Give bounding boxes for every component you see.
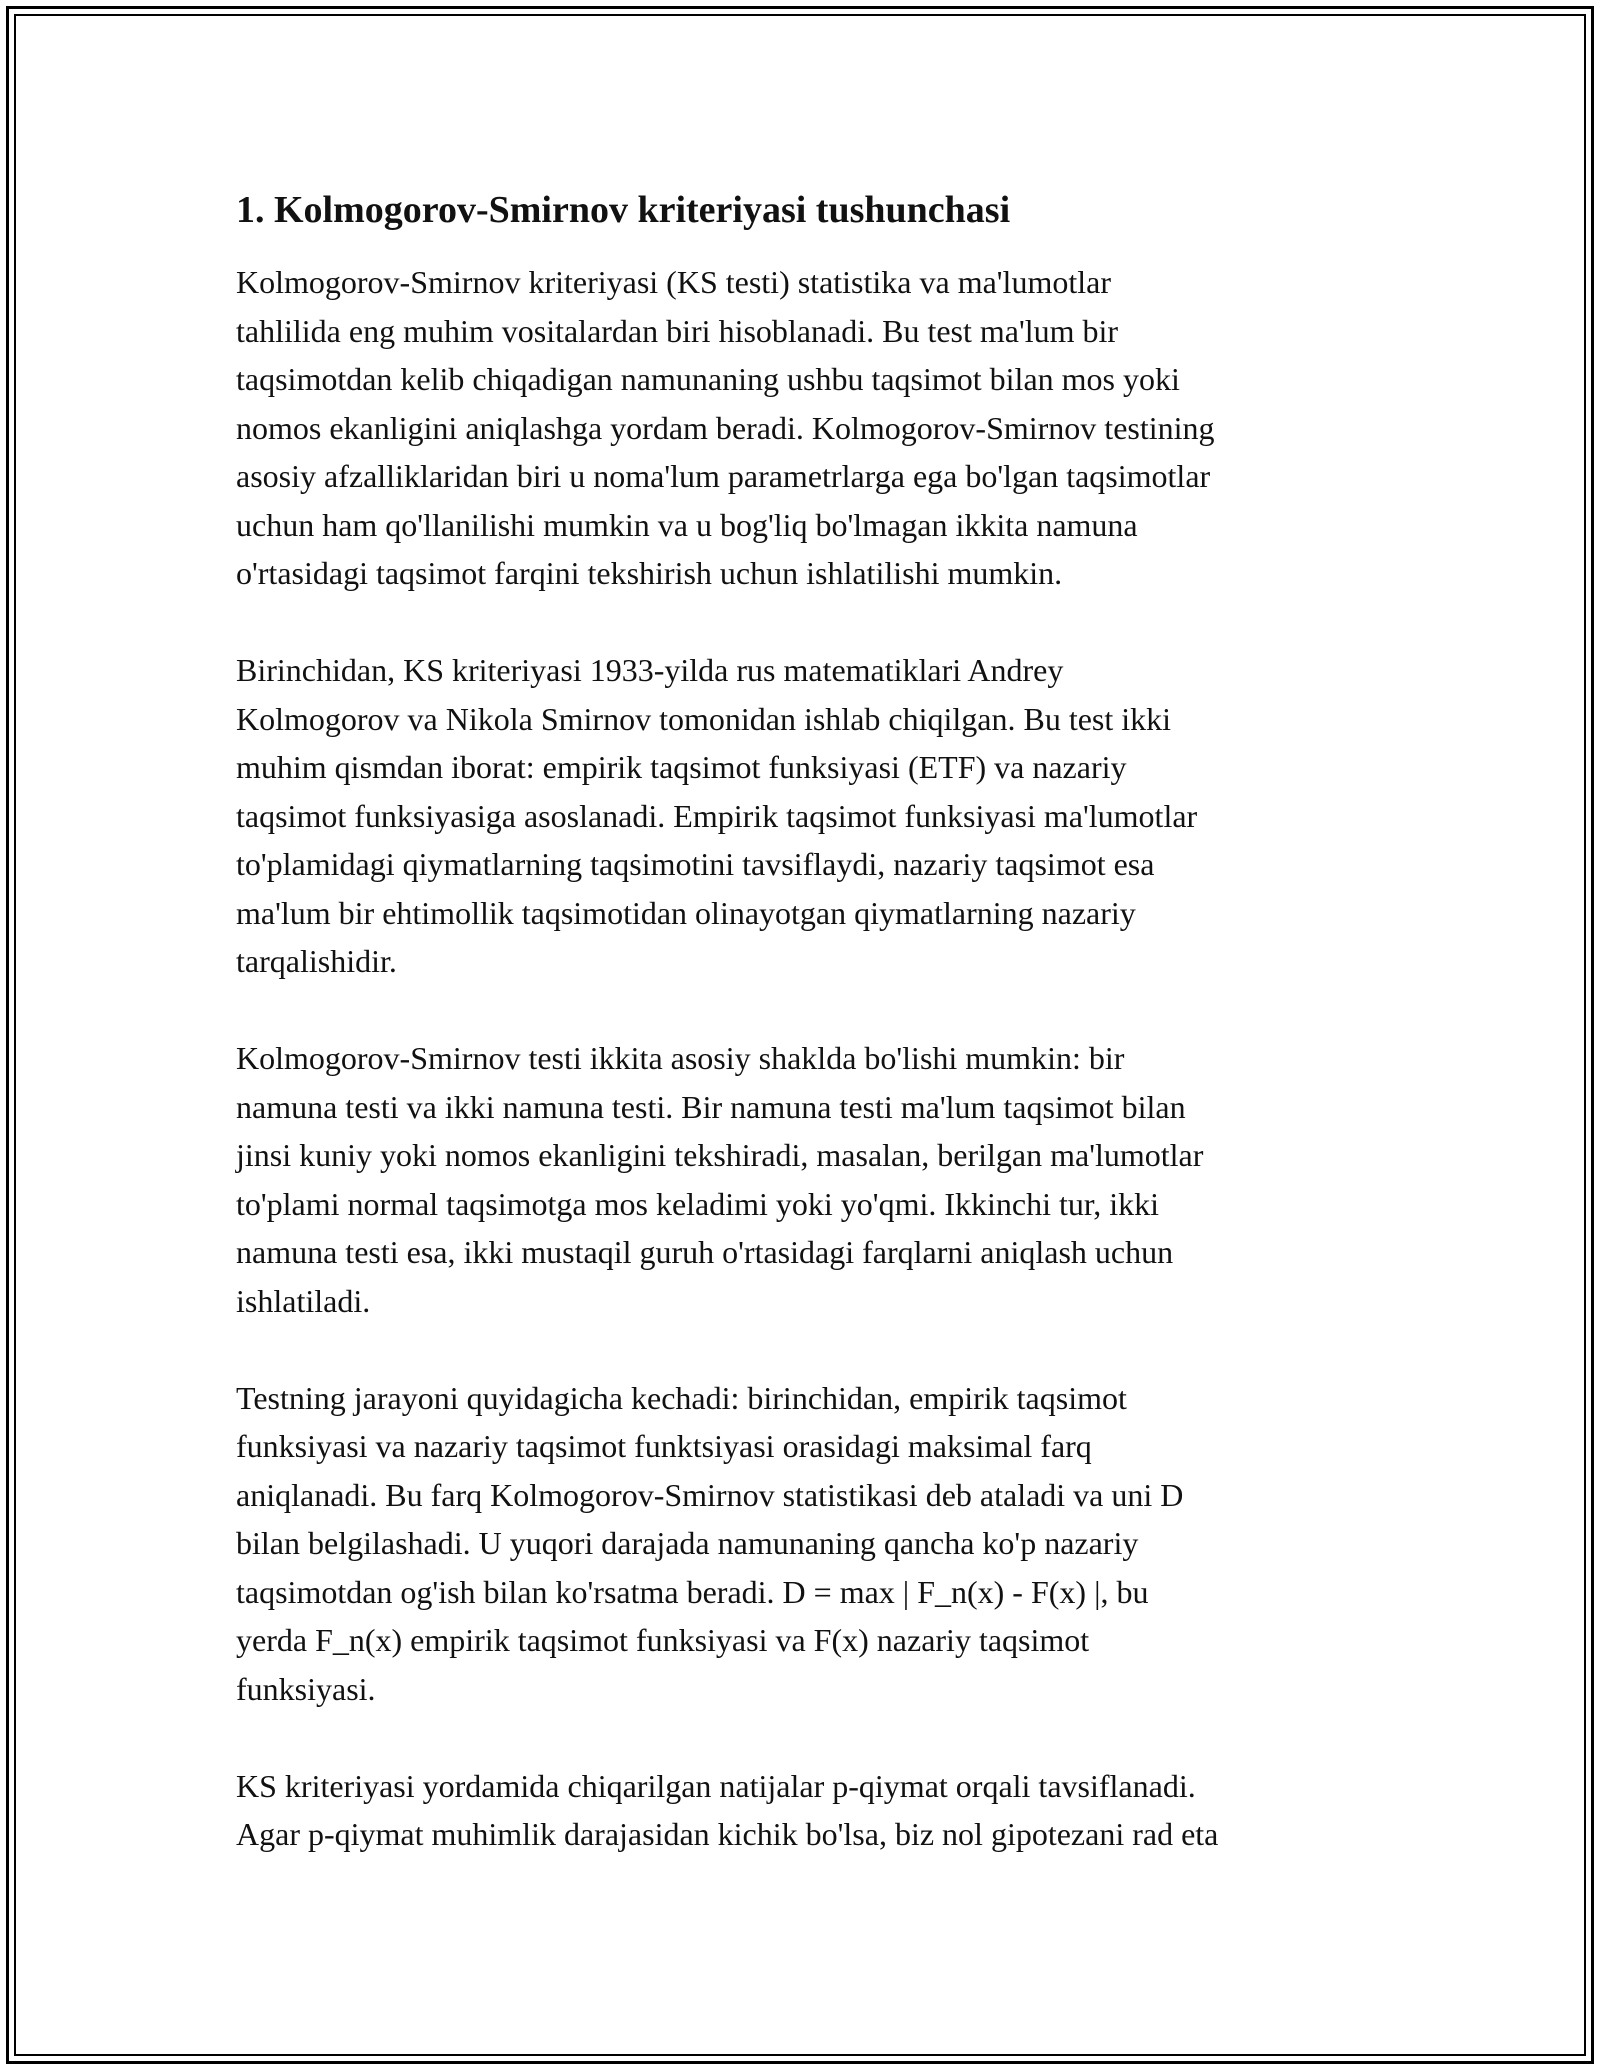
paragraph-4: [236, 1374, 1376, 1714]
text-line: Kolmogorov-Smirnov kriteriyasi (KS testi) statistika va ma'lumotlar: [236, 264, 1111, 300]
text-line: Kolmogorov va Nikola Smirnov tomonidan ishlab chiqilgan. Bu test ikki: [236, 700, 1172, 737]
text-line: taqsimotdan og'ish bilan ko'rsatma beradi. D = max | F_n(x) - F(x) |, bu: [236, 1573, 1149, 1610]
text-line: taqsimotdan kelib chiqadigan namunaning ushbu taqsimot bilan mos yoki: [236, 361, 1180, 397]
text-line: Agar p-qiymat muhimlik darajasidan kichik bo'lsa, biz nol gipotezani rad eta: [236, 1816, 1219, 1852]
text-line: ishlatiladi.: [236, 1282, 371, 1319]
text-line: to'plamidagi qiymatlarning taqsimotini tavsiflaydi, nazariy taqsimot esa: [236, 846, 1155, 882]
text-line: jinsi kuniy yoki nomos ekanligini tekshiradi, masalan, berilgan ma'lumotlar: [236, 1137, 1204, 1173]
text-line: asosiy afzalliklaridan biri u noma'lum parametrlarga ega bo'lgan taqsimotlar: [236, 458, 1211, 494]
paragraph-3: [236, 1034, 1376, 1325]
text-line: Testning jarayoni quyidagicha kechadi: birinchidan, empirik taqsimot: [236, 1379, 1127, 1416]
text-line: to'plami normal taqsimotga mos keladimi yoki yo'qmi. Ikkinchi tur, ikki: [236, 1185, 1160, 1222]
text-line: bilan belgilashadi. U yuqori darajada namunaning qancha ko'p nazariy: [236, 1525, 1139, 1561]
paragraph-5: [236, 1762, 1376, 1859]
text-line: namuna testi esa, ikki mustaqil guruh o'rtasidagi farqlarni aniqlash uchun: [236, 1234, 1174, 1270]
text-line: uchun ham qo'llanilishi mumkin va u bog'liq bo'lmagan ikkita namuna: [236, 506, 1138, 543]
text-line: Birinchidan, KS kriteriyasi 1933-yilda rus matematiklari Andrey: [236, 652, 1064, 688]
text-line: nomos ekanligini aniqlashga yordam beradi. Kolmogorov-Smirnov testining: [236, 409, 1215, 446]
text-line: KS kriteriyasi yordamida chiqarilgan natijalar p-qiymat orqali tavsiflanadi.: [236, 1767, 1196, 1804]
text-line: funksiyasi va nazariy taqsimot funktsiyasi orasidagi maksimal farq: [236, 1428, 1092, 1464]
text-line: namuna testi va ikki namuna testi. Bir namuna testi ma'lum taqsimot bilan: [236, 1088, 1186, 1125]
text-line: Kolmogorov-Smirnov testi ikkita asosiy shaklda bo'lishi mumkin: bir: [236, 1040, 1125, 1076]
text-line: yerda F_n(x) empirik taqsimot funksiyasi va F(x) nazariy taqsimot: [236, 1622, 1090, 1658]
text-line: ma'lum bir ehtimollik taqsimotidan olinayotgan qiymatlarning nazariy: [236, 894, 1136, 931]
text-line: tarqalishidir.: [236, 943, 397, 979]
section-heading: 1. Kolmogorov-Smirnov kriteriyasi tushunchasi: [236, 189, 1011, 231]
paragraph-1: [236, 258, 1376, 598]
text-line: tahlilida eng muhim vositalardan biri hisoblanadi. Bu test ma'lum bir: [236, 312, 1119, 349]
text-line: muhim qismdan iborat: empirik taqsimot funksiyasi (ETF) va nazariy: [236, 749, 1127, 785]
text-line: o'rtasidagi taqsimot farqini tekshirish uchun ishlatilishi mumkin.: [236, 555, 1063, 591]
document-body: [236, 186, 1376, 1907]
paragraph-2: [236, 646, 1376, 986]
text-line: aniqlanadi. Bu farq Kolmogorov-Smirnov statistikasi deb ataladi va uni D: [236, 1476, 1184, 1513]
text-line: funksiyasi.: [236, 1670, 376, 1707]
text-line: taqsimot funksiyasiga asoslanadi. Empirik taqsimot funksiyasi ma'lumotlar: [236, 797, 1198, 834]
